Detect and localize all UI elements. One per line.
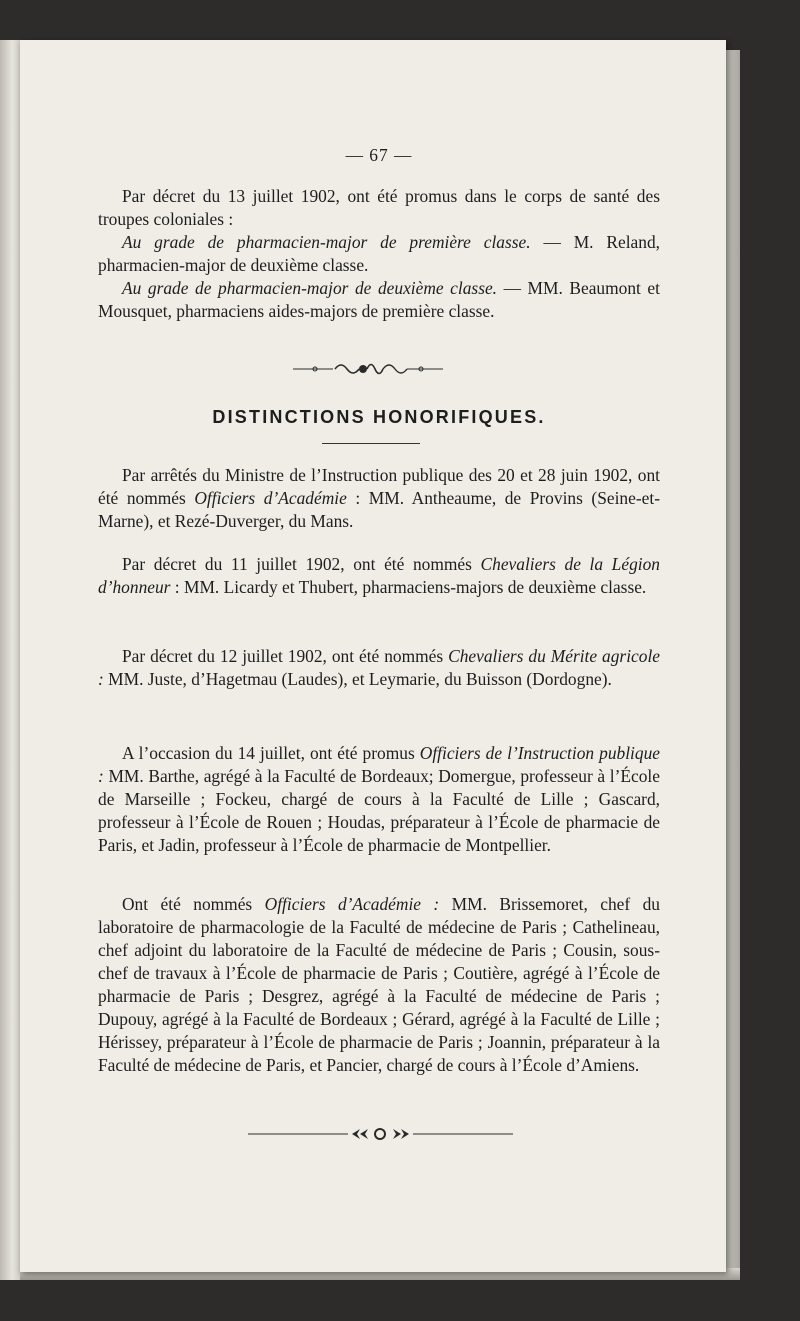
promotion-intro: Par décret du 13 juillet 1902, ont été promus dans le corps de santé des troupes coloniales :	[98, 186, 660, 229]
merite-names: MM. Juste, d’Hagetmau (Laudes), et Leymarie, du Buisson (Dordogne).	[103, 669, 612, 689]
grade-label-1: Au grade de pharmacien-major de première classe.	[122, 232, 531, 252]
paragraph-instruction	[98, 742, 660, 857]
promotion-detail-1: — M. Reland, pharmacien-major de deuxième classe.	[98, 232, 660, 275]
legion-intro: Par décret du 11 juillet 1902, ont été nommés	[122, 554, 472, 574]
page-number: — 67 —	[345, 145, 413, 165]
arretes-intro: Par arrêtés du Ministre de l’Instruction publique des 20 et 28 juin 1902, ont été nommés	[98, 465, 660, 508]
promotion-detail-2: — MM. Beaumont et Mousquet, pharmaciens aides-majors de première classe.	[98, 278, 660, 321]
merite-title: Chevaliers du Mérite agricole :	[98, 646, 660, 689]
book-left-edge	[0, 40, 20, 1280]
academie-title: Officiers d’Académie :	[264, 894, 440, 914]
paragraph-merite	[98, 645, 660, 691]
legion-title: Chevaliers de la Légion d’honneur	[98, 554, 660, 597]
paragraph-legion	[98, 553, 660, 599]
arretes-names: : MM. Antheaume, de Provins (Seine-et-Marne), et Rezé-Duverger, du Mans.	[98, 488, 660, 531]
instruction-names: MM. Barthe, agrégé à la Faculté de Bordeaux; Domergue, professeur à l’École de Marseille ; Fockeu, chargé de cours à la Faculté de Lille ; Gascard, professeur à l’École de Rouen ; Houdas, préparateur à l’École de pharmacie de Paris, et Jadin, professeur à l’École de pharmacie de Montpellier.	[98, 766, 660, 855]
academie-names: MM. Brissemoret, chef du laboratoire de pharmacologie de la Faculté de médecine de Paris ; Cathelineau, chef adjoint du laboratoire de la Faculté de médecine de Paris ; Cousin, sous-chef de travaux à l’École de pharmacie de Paris ; Coutière, agrégé à l’École de pharmacie de Paris ; Desgrez, agrégé à la Faculté de médecine de Paris ; Dupouy, agrégé à la Faculté de Bordeaux ; Gérard, agrégé à la Faculté de Lille ; Hérissey, préparateur à l’École de pharmacie de Paris ; Joannin, préparateur à la Faculté de médecine de Paris, et Pancier, chargé de cours à l’École d’Amiens.	[98, 894, 660, 1075]
legion-names: : MM. Licardy et Thubert, pharmaciens-majors de deuxième classe.	[170, 577, 647, 597]
academie-intro: Ont été nommés	[122, 894, 253, 914]
book-page	[20, 40, 726, 1272]
paragraph-arretes	[98, 464, 660, 533]
instruction-title: Officiers de l’Instruction publique :	[98, 743, 660, 786]
paragraph-promotions	[98, 185, 660, 323]
instruction-intro: A l’occasion du 14 juillet, ont été promus	[122, 743, 415, 763]
paragraph-academie	[98, 893, 660, 1077]
ornament-divider-icon	[293, 358, 443, 380]
merite-intro: Par décret du 12 juillet 1902, ont été nommés	[122, 646, 444, 666]
end-ornament-icon	[248, 1124, 513, 1144]
promotion-item-1	[98, 231, 660, 277]
arretes-title: Officiers d’Académie	[194, 488, 347, 508]
section-heading: DISTINCTIONS HONORIFIQUES.	[212, 407, 546, 427]
promotion-item-2	[98, 277, 660, 323]
heading-underline	[322, 443, 420, 444]
grade-label-2: Au grade de pharmacien-major de deuxième classe.	[122, 278, 498, 298]
